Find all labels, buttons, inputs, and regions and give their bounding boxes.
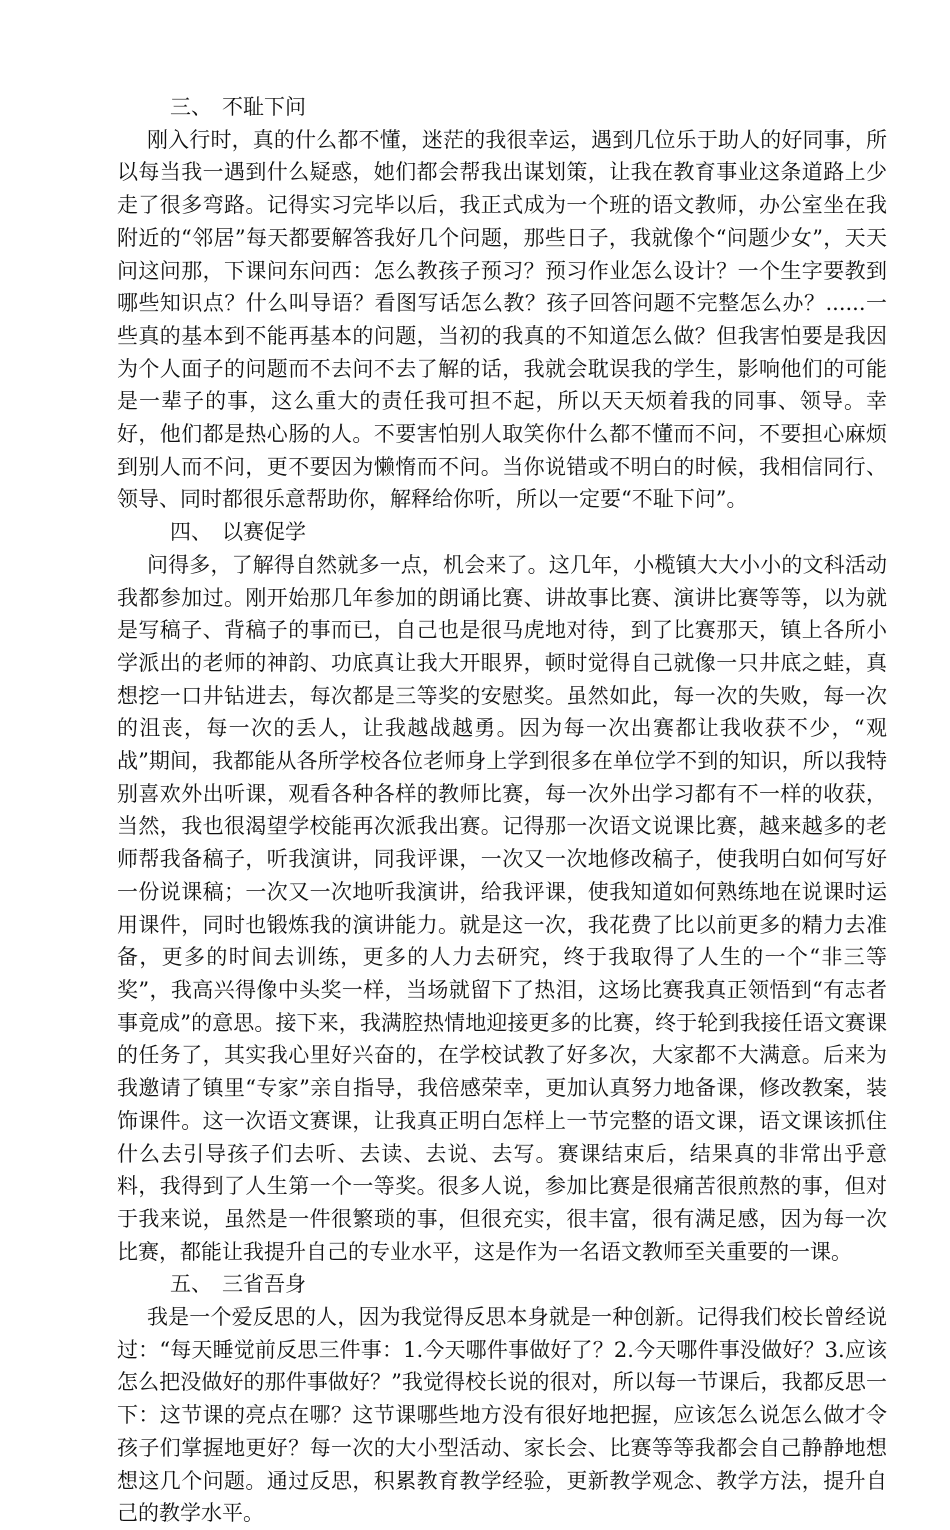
section-number: 三、	[170, 95, 212, 119]
section-number: 四、	[170, 520, 212, 545]
section-heading	[117, 516, 887, 549]
section-paragraph: 我是一个爱反思的人，因为我觉得反思本身就是一种创新。记得我们校长曾经说过：“每天睡觉前反思三件事：1.今天哪件事做好了？2.今天哪件事没做好？3.应该怎么把没做好的那件事做好？”我觉得校长说的很对，所以每一节课后，我都反思一下：这节课的亮点在哪？这节课哪些地方没有很好地把握，应该怎么说怎么做才令孩子们掌握地更好？每一次的大小型活动、家长会、比赛等等我都会自己静静地想想这几个问题。通过反思，积累教育教学经验，更新教学观念、教学方法，提升自己的教学水平。	[117, 1305, 887, 1526]
section-paragraph: 刚入行时，真的什么都不懂，迷茫的我很幸运，遇到几位乐于助人的好同事，所以每当我一遇到什么疑惑，她们都会帮我出谋划策，让我在教育事业这条道路上少走了很多弯路。记得实习完毕以后，我正式成为一个班的语文教师，办公室坐在我附近的“邻居”每天都要解答我好几个问题，那些日子，我就像个“问题少女”，天天问这问那，下课问东问西：怎么教孩子预习？预习作业怎么设计？一个生字要教到哪些知识点？什么叫导语？看图写话怎么教？孩子回答问题不完整怎么办？......一些真的基本到不能再基本的问题，当初的我真的不知道怎么做？但我害怕要是我因为个人面子的问题而不去问不去了解的话，我就会耽误我的学生，影响他们的可能是一辈子的事，这么重大的责任我可担不起，所以天天烦着我的同事、领导。幸好，他们都是热心肠的人。不要害怕别人取笑你什么都不懂而不问，不要担心麻烦到别人而不问，更不要因为懒惰而不问。当你说错或不明白的时候，我相信同行、领导、同时都很乐意帮助你，解释给你听，所以一定要“不耻下问”。	[117, 127, 887, 512]
section-title: 三省吾身	[222, 1272, 306, 1297]
section-heading	[117, 1268, 887, 1301]
section-title: 不耻下问	[222, 95, 306, 119]
section-heading	[117, 91, 887, 124]
section-paragraph: 问得多，了解得自然就多一点，机会来了。这几年，小榄镇大大小小的文科活动我都参加过。刚开始那几年参加的朗诵比赛、讲故事比赛、演讲比赛等等，以为就是写稿子、背稿子的事而已，自己也是很马虎地对待，到了比赛那天，镇上各所小学派出的老师的神韵、功底真让我大开眼界，顿时觉得自己就像一只井底之蛙，真想挖一口井钻进去，每次都是三等奖的安慰奖。虽然如此，每一次的失败，每一次的沮丧，每一次的丢人，让我越战越勇。因为每一次出赛都让我收获不少，“观战”期间，我都能从各所学校各位老师身上学到很多在单位学不到的知识，所以我特别喜欢外出听课，观看各种各样的教师比赛，每一次外出学习都有不一样的收获，当然，我也很渴望学校能再次派我出赛。记得那一次语文说课比赛，越来越多的老师帮我备稿子，听我演讲，同我评课，一次又一次地修改稿子，使我明白如何写好一份说课稿；一次又一次地听我演讲，给我评课，使我知道如何熟练地在说课时运用课件，同时也锻炼我的演讲能力。就是这一次，我花费了比以前更多的精力去准备，更多的时间去训练，更多的人力去研究，终于我取得了人生的一个“非三等奖”，我高兴得像中头奖一样，当场就留下了热泪，这场比赛我真正领悟到“有志者事竟成”的意思。接下来，我满腔热情地迎接更多的比赛，终于轮到我接任语文赛课的任务了，其实我心里好兴奋的，在学校试教了好多次，大家都不大满意。后来为我邀请了镇里“专家”亲自指导，我倍感荣幸，更加认真努力地备课，修改教案，装饰课件。这一次语文赛课，让我真正明白怎样上一节完整的语文课，语文课该抓住什么去引导孩子们去听、去读、去说、去写。赛课结束后，结果真的非常出乎意料，我得到了人生第一个一等奖。很多人说，参加比赛是很痛苦很煎熬的事，但对于我来说，虽然是一件很繁琐的事，但很充实，很丰富，很有满足感，因为每一次比赛，都能让我提升自己的专业水平，这是作为一名语文教师至关重要的一课。	[117, 552, 887, 1264]
document-page	[117, 91, 887, 1530]
section-number: 五、	[170, 1272, 212, 1297]
section-title: 以赛促学	[222, 520, 306, 545]
